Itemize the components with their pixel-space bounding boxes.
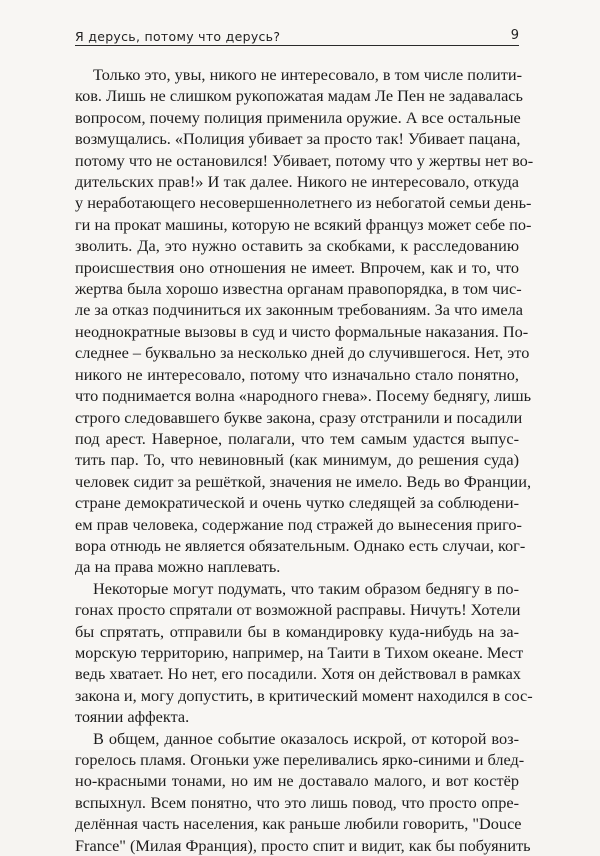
text-line: France" (Милая Франция), просто спит и видит, как бы побуянить — [75, 835, 531, 855]
text-line: да на права можно наплевать. — [75, 557, 281, 577]
running-header — [75, 29, 519, 46]
text-line: тить пар. То, что невиновный (как минимум, до решения суда) — [75, 450, 519, 470]
text-line: вора отнюдь не является обязательным. Однако есть случаи, ког- — [75, 535, 526, 555]
page-number: 9 — [510, 28, 519, 43]
text-line: жертва была хорошо известна органам правопорядка, в том чис- — [75, 279, 522, 299]
running-title: Я дерусь, потому что дерусь? — [75, 29, 281, 44]
text-line: человек сидит за решёткой, значения не имело. Ведь во Франции, — [75, 471, 532, 491]
text-line: тоянии аффекта. — [75, 707, 190, 727]
text-line: горелось пламя. Огоньки уже переливались ярко-синими и блед- — [75, 750, 525, 769]
text-line: следнее – буквально за несколько дней до случившегося. Нет, это — [75, 343, 530, 363]
text-line: что поднимается волна «народного гнева». Посему беднягу, лишь — [75, 386, 532, 406]
text-line: потому что не остановился! Убивает, потому что у жертвы нет во- — [75, 150, 534, 170]
text-line: закона и, могу допустить, в критический момент находился в сос- — [75, 685, 533, 705]
text-line: Только это, увы, никого не интересовало, в том числе полити- — [93, 65, 523, 84]
text-line: происшествия оно отношения не имеет. Впрочем, как и то, что — [75, 257, 519, 277]
text-line: но-красными тонами, но им не доставало малого, и вот костёр — [75, 771, 519, 791]
text-line: ков. Лишь не слишком рукопожатая мадам Ле Пен не задавалась — [75, 86, 523, 106]
text-line: зволить. Да, это нужно оставить за скобками, к расследованию — [75, 236, 519, 256]
text-line: дительских прав!» И так далее. Никого не интересовало, откуда — [75, 172, 519, 192]
text-line: гонах просто спрятали от возможной расправы. Ничуть! Хотели — [75, 600, 521, 620]
paragraph-2 — [75, 578, 533, 728]
paragraph-1 — [75, 64, 534, 578]
text-line: Некоторые могут подумать, что таким образом беднягу в по- — [93, 578, 519, 598]
text-line: ведь хватает. Но нет, его посадили. Хотя он действовал в рамках — [75, 664, 521, 684]
text-line: бы спрятать, отправили бы в командировку куда-нибудь на за- — [75, 621, 519, 641]
text-line: вопросом, почему полиция применила оружие. А все остальные — [75, 107, 521, 127]
text-line: делённая часть населения, как раньше любили говорить, "Douce — [75, 814, 522, 834]
text-line: строго следовавшего букве закона, сразу отстранили и посадили — [75, 407, 523, 427]
text-line: под арест. Наверное, полагали, что тем самым удастся выпус- — [75, 428, 519, 448]
text-line: у неработающего несовершеннолетнего из небогатой семьи день- — [75, 193, 532, 213]
body-text — [75, 64, 534, 856]
text-line: морскую территорию, например, на Таити в Тихом океане. Мест — [75, 642, 524, 662]
text-line: неоднократные вызовы в суд и чисто формальные наказания. По- — [75, 321, 529, 341]
text-line: вспыхнул. Всем понятно, что это лишь повод, что просто опре- — [75, 792, 519, 812]
text-line: никого не интересовало, потому что изначально стало понятно, — [75, 364, 519, 384]
text-line: ле за отказ подчиниться их законным требованиям. За что имела — [75, 300, 523, 320]
paragraph-3 — [75, 728, 531, 856]
text-line: стране демократической и очень чутко следящей за соблюдени- — [75, 493, 519, 513]
text-line: ем прав человека, содержание под стражей до вынесения приго- — [75, 514, 522, 534]
text-line: В общем, данное событие оказалось искрой, от которой воз- — [93, 728, 519, 748]
text-line: ги на прокат машины, которую не всякий француз может себе по- — [75, 214, 532, 234]
text-line: возмущались. «Полиция убивает за просто так! Убивает пацана, — [75, 129, 521, 149]
